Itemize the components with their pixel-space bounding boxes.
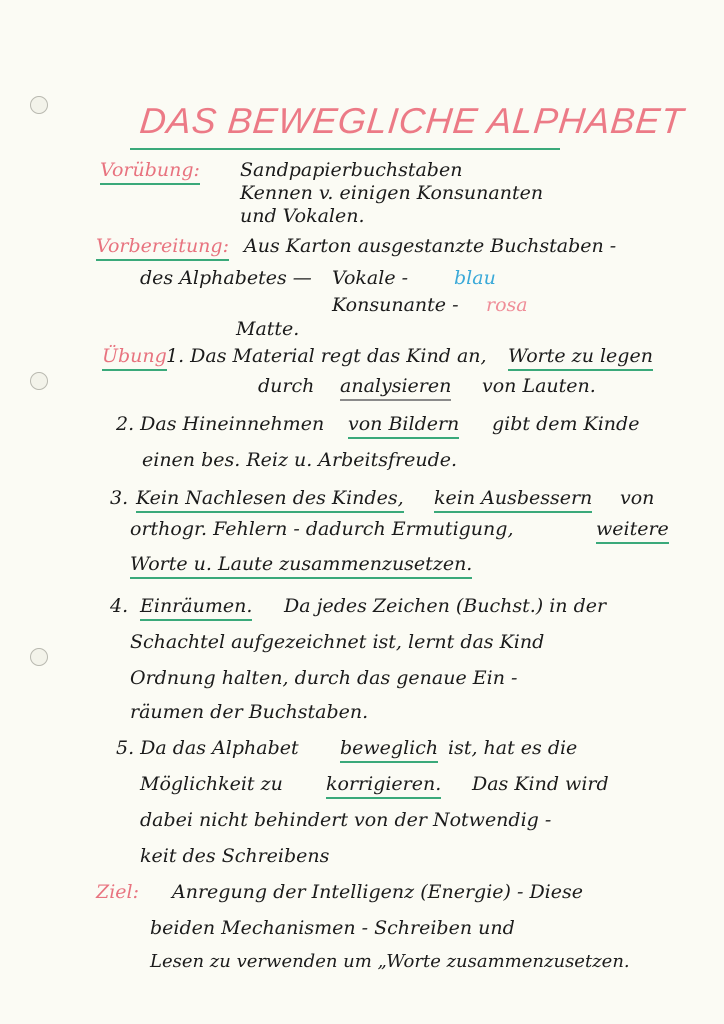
vorbereitung-label: Vorbereitung: <box>96 234 229 261</box>
ubung-2-a: 2. Das Hineinnehmen <box>116 413 325 435</box>
ubung-5-e: korrigieren. <box>326 772 441 799</box>
vorbereitung-line-2a: des Alphabetes — <box>140 267 312 289</box>
vorbereitung-matte: Matte. <box>236 318 300 340</box>
ubung-5-f: Das Kind wird <box>472 773 609 795</box>
vorbereitung-vokale: Vokale - <box>332 267 409 289</box>
punch-hole <box>30 372 48 390</box>
vorubung-line-3: und Vokalen. <box>240 205 365 227</box>
ubung-4-e: Ordnung halten, durch das genaue Ein - <box>130 667 518 689</box>
ziel-line-1: Anregung der Intelligenz (Energie) - Diese <box>172 881 583 903</box>
ubung-5-d: Möglichkeit zu <box>140 773 283 795</box>
ubung-4-b: Einräumen. <box>140 594 252 621</box>
ubung-5-b: beweglich <box>340 736 438 763</box>
ubung-4-a: 4. <box>110 595 129 617</box>
ubung-1-b: Worte zu legen <box>508 344 653 371</box>
ziel-line-2: beiden Mechanismen - Schreiben und <box>150 917 515 939</box>
ubung-5-c: ist, hat es die <box>448 737 578 759</box>
ubung-4-d: Schachtel aufgezeichnet ist, lernt das Kind <box>130 631 545 653</box>
vorbereitung-blau: blau <box>454 267 496 289</box>
ubung-5-h: keit des Schreibens <box>140 845 330 867</box>
ubung-3-d: von <box>620 487 655 509</box>
vorubung-label: Vorübung: <box>100 158 200 185</box>
vorbereitung-konsunante: Konsunante - <box>332 294 459 316</box>
ubung-3-c: kein Ausbessern <box>434 486 592 513</box>
punch-hole <box>30 648 48 666</box>
ubung-1-c: durch <box>258 375 315 397</box>
ubung-2-c: gibt dem Kinde <box>492 413 640 435</box>
ubung-5-g: dabei nicht behindert von der Notwendig - <box>140 809 552 831</box>
ziel-label: Ziel: <box>96 881 140 903</box>
ubung-2-d: einen bes. Reiz u. Arbeitsfreude. <box>142 449 458 471</box>
punch-hole <box>30 96 48 114</box>
vorbereitung-rosa: rosa <box>486 294 528 316</box>
ubung-2-b: von Bildern <box>348 412 459 439</box>
ubung-5-a: 5. Da das Alphabet <box>116 737 299 759</box>
ubung-3-b: Kein Nachlesen des Kindes, <box>136 486 404 513</box>
ubung-3-f: weitere <box>596 517 669 544</box>
ziel-line-3: Lesen zu verwenden um „Worte zusammenzusetzen. <box>150 951 630 972</box>
ubung-4-f: räumen der Buchstaben. <box>130 701 369 723</box>
title-underline <box>130 148 560 150</box>
vorubung-line-2: Kennen v. einigen Konsunanten <box>240 182 544 204</box>
ubung-3-g: Worte u. Laute zusammenzusetzen. <box>130 552 472 579</box>
ubung-1-d: analysieren <box>340 374 451 401</box>
ubung-1-e: von Lauten. <box>482 375 596 397</box>
ubung-3-e: orthogr. Fehlern - dadurch Ermutigung, <box>130 518 514 540</box>
vorubung-line-1: Sandpapierbuchstaben <box>240 159 463 181</box>
ubung-1-a: 1. Das Material regt das Kind an, <box>166 345 487 367</box>
page-title: DAS BEWEGLICHE ALPHABET <box>137 100 687 141</box>
ubung-4-c: Da jedes Zeichen (Buchst.) in der <box>284 595 607 617</box>
vorbereitung-line-1: Aus Karton ausgestanzte Buchstaben - <box>244 235 617 257</box>
ubung-label: Übung <box>102 344 167 371</box>
ubung-3-a: 3. <box>110 487 129 509</box>
